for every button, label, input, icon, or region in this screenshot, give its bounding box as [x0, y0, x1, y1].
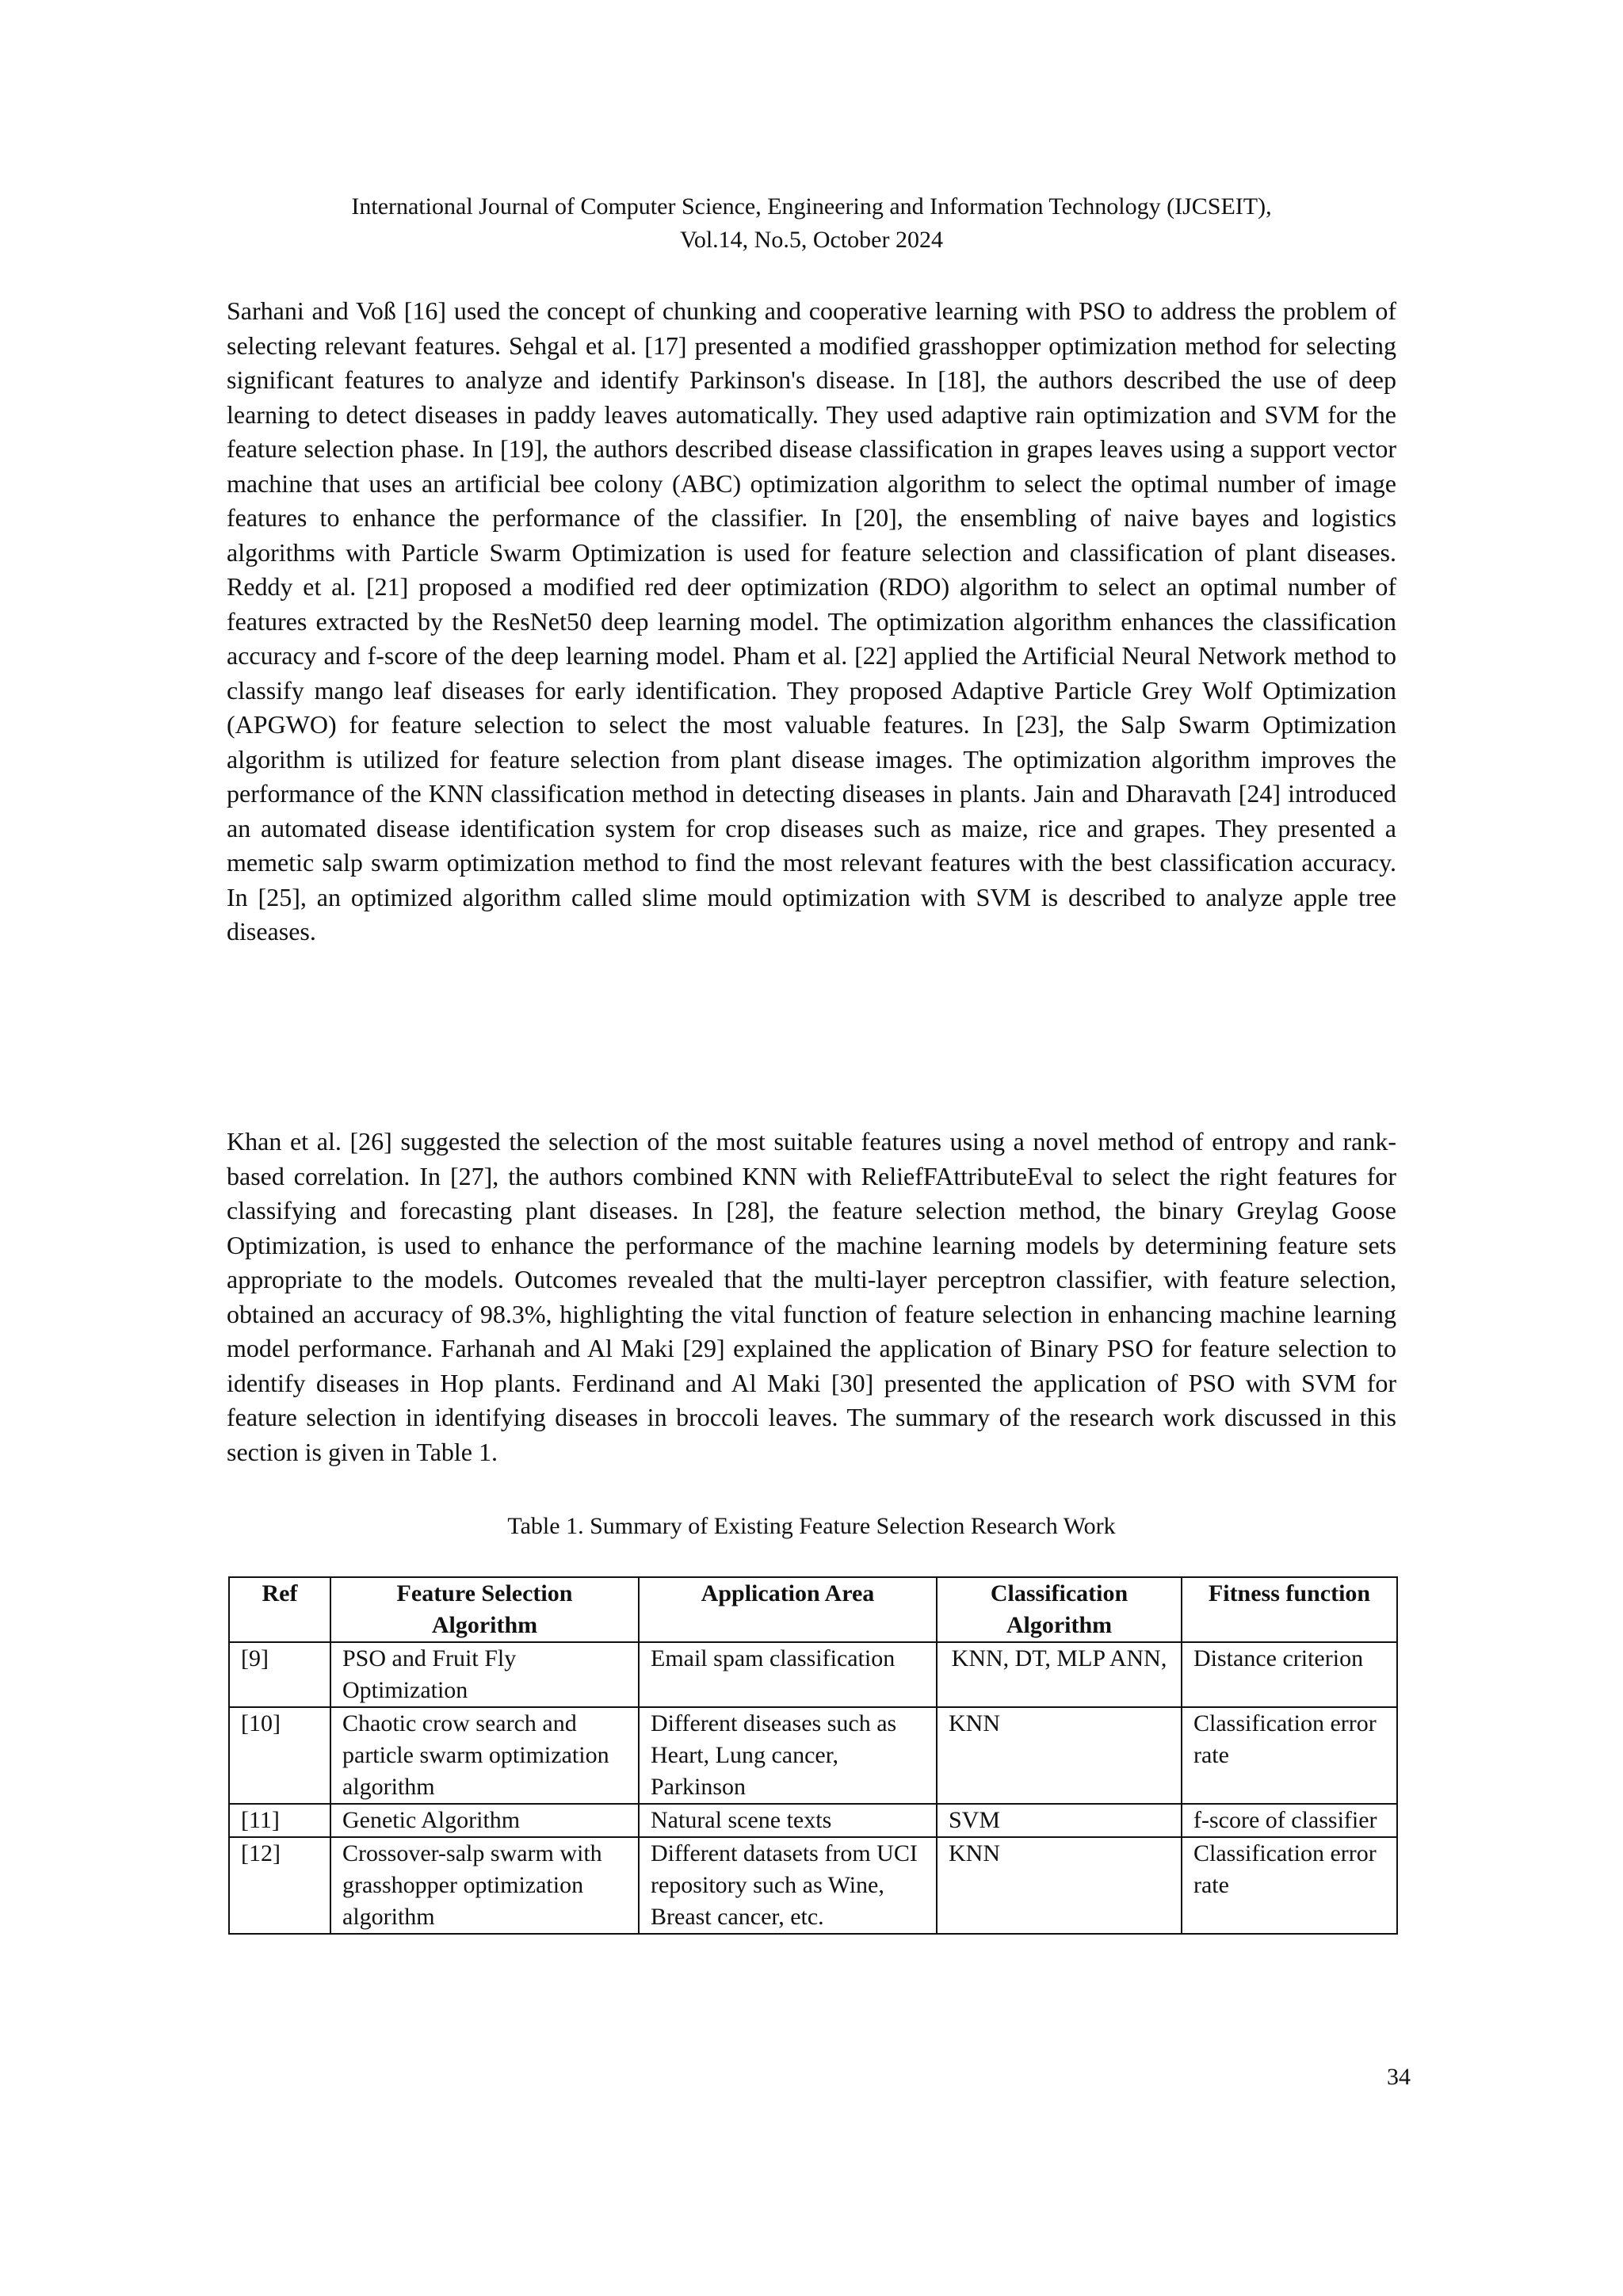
cell-ref: [12] — [229, 1837, 330, 1934]
cell-fitness-function: Classification error rate — [1182, 1837, 1397, 1934]
journal-header — [227, 190, 1396, 257]
column-header-ref: Ref — [229, 1577, 330, 1642]
page-number: 34 — [1387, 2064, 1411, 2090]
cell-classification-algorithm: SVM — [937, 1804, 1182, 1837]
table-caption: Table 1. Summary of Existing Feature Selection Research Work — [507, 1513, 1116, 1539]
cell-application-area: Natural scene texts — [639, 1804, 937, 1837]
cell-feature-selection-algorithm: Genetic Algorithm — [330, 1804, 639, 1837]
table-row — [229, 1642, 1397, 1707]
table-row — [229, 1804, 1397, 1837]
cell-application-area: Different diseases such as Heart, Lung cancer, Parkinson — [639, 1707, 937, 1804]
cell-fitness-function: Distance criterion — [1182, 1642, 1397, 1707]
cell-feature-selection-algorithm: Chaotic crow search and particle swarm optimization algorithm — [330, 1707, 639, 1804]
cell-fitness-function: f-score of classifier — [1182, 1804, 1397, 1837]
table-row — [229, 1707, 1397, 1804]
column-header-application-area: Application Area — [639, 1577, 937, 1642]
body-paragraph-1: Sarhani and Voß [16] used the concept of chunking and cooperative learning with PSO to address the problem of selecting relevant features. Sehgal et al. [17] presented a modified grasshopper optimization method for selecting significant features to analyze and identify Parkinson's disease. In [18], the authors described the use of deep learning to detect diseases in paddy leaves automatically. They used adaptive rain optimization and SVM for the feature selection phase. In [19], the authors described disease classification in grapes leaves using a support vector machine that uses an artificial bee colony (ABC) optimization algorithm to select the optimal number of image features to enhance the performance of the classifier. In [20], the ensembling of naive bayes and logistics algorithms with Particle Swarm Optimization is used for feature selection and classification of plant diseases. Reddy et al. [21] proposed a modified red deer optimization (RDO) algorithm to select an optimal number of features extracted by the ResNet50 deep learning model. The optimization algorithm enhances the classification accuracy and f-score of the deep learning model. Pham et al. [22] applied the Artificial Neural Network method to classify mango leaf diseases for early identification. They proposed Adaptive Particle Grey Wolf Optimization (APGWO) for feature selection to select the most valuable features. In [23], the Salp Swarm Optimization algorithm is utilized for feature selection from plant disease images. The optimization algorithm improves the performance of the KNN classification method in detecting diseases in plants. Jain and Dharavath [24] introduced an automated disease identification system for crop diseases such as maize, rice and grapes. They presented a memetic salp swarm optimization method to find the most relevant features with the best classification accuracy. In [25], an optimized algorithm called slime mould optimization with SVM is described to analyze apple tree diseases. — [227, 296, 1396, 946]
column-header-fitness-function: Fitness function — [1182, 1577, 1397, 1642]
cell-application-area: Email spam classification — [639, 1642, 937, 1707]
journal-header-line-1: International Journal of Computer Science, Engineering and Information Technology (IJCSEIT), — [351, 193, 1272, 220]
column-header-feature-selection-algorithm: Feature Selection Algorithm — [330, 1577, 639, 1642]
cell-ref: [10] — [229, 1707, 330, 1804]
cell-ref: [11] — [229, 1804, 330, 1837]
column-header-classification-algorithm: Classification Algorithm — [937, 1577, 1182, 1642]
table-row — [229, 1837, 1397, 1934]
journal-header-line-2: Vol.14, No.5, October 2024 — [680, 227, 943, 253]
cell-classification-algorithm: KNN, DT, MLP ANN, — [937, 1642, 1182, 1707]
summary-table — [228, 1576, 1398, 1935]
body-paragraph-2: Khan et al. [26] suggested the selection of the most suitable features using a novel method of entropy and rank-based correlation. In [27], the authors combined KNN with ReliefFAttributeEval to select the right features for classifying and forecasting plant diseases. In [28], the feature selection method, the binary Greylag Goose Optimization, is used to enhance the performance of the machine learning models by determining feature sets appropriate to the models. Outcomes revealed that the multi-layer perceptron classifier, with feature selection, obtained an accuracy of 98.3%, highlighting the vital function of feature selection in enhancing machine learning model performance. Farhanah and Al Maki [29] explained the application of Binary PSO for feature selection to identify diseases in Hop plants. Ferdinand and Al Maki [30] presented the application of PSO with SVM for feature selection in identifying diseases in broccoli leaves. The summary of the research work discussed in this section is given in Table 1. — [227, 1127, 1396, 1466]
cell-fitness-function: Classification error rate — [1182, 1707, 1397, 1804]
table-header-row — [229, 1577, 1397, 1642]
cell-feature-selection-algorithm: Crossover-salp swarm with grasshopper optimization algorithm — [330, 1837, 639, 1934]
cell-classification-algorithm: KNN — [937, 1837, 1182, 1934]
cell-ref: [9] — [229, 1642, 330, 1707]
cell-application-area: Different datasets from UCI repository such as Wine, Breast cancer, etc. — [639, 1837, 937, 1934]
cell-classification-algorithm: KNN — [937, 1707, 1182, 1804]
cell-feature-selection-algorithm: PSO and Fruit Fly Optimization — [330, 1642, 639, 1707]
